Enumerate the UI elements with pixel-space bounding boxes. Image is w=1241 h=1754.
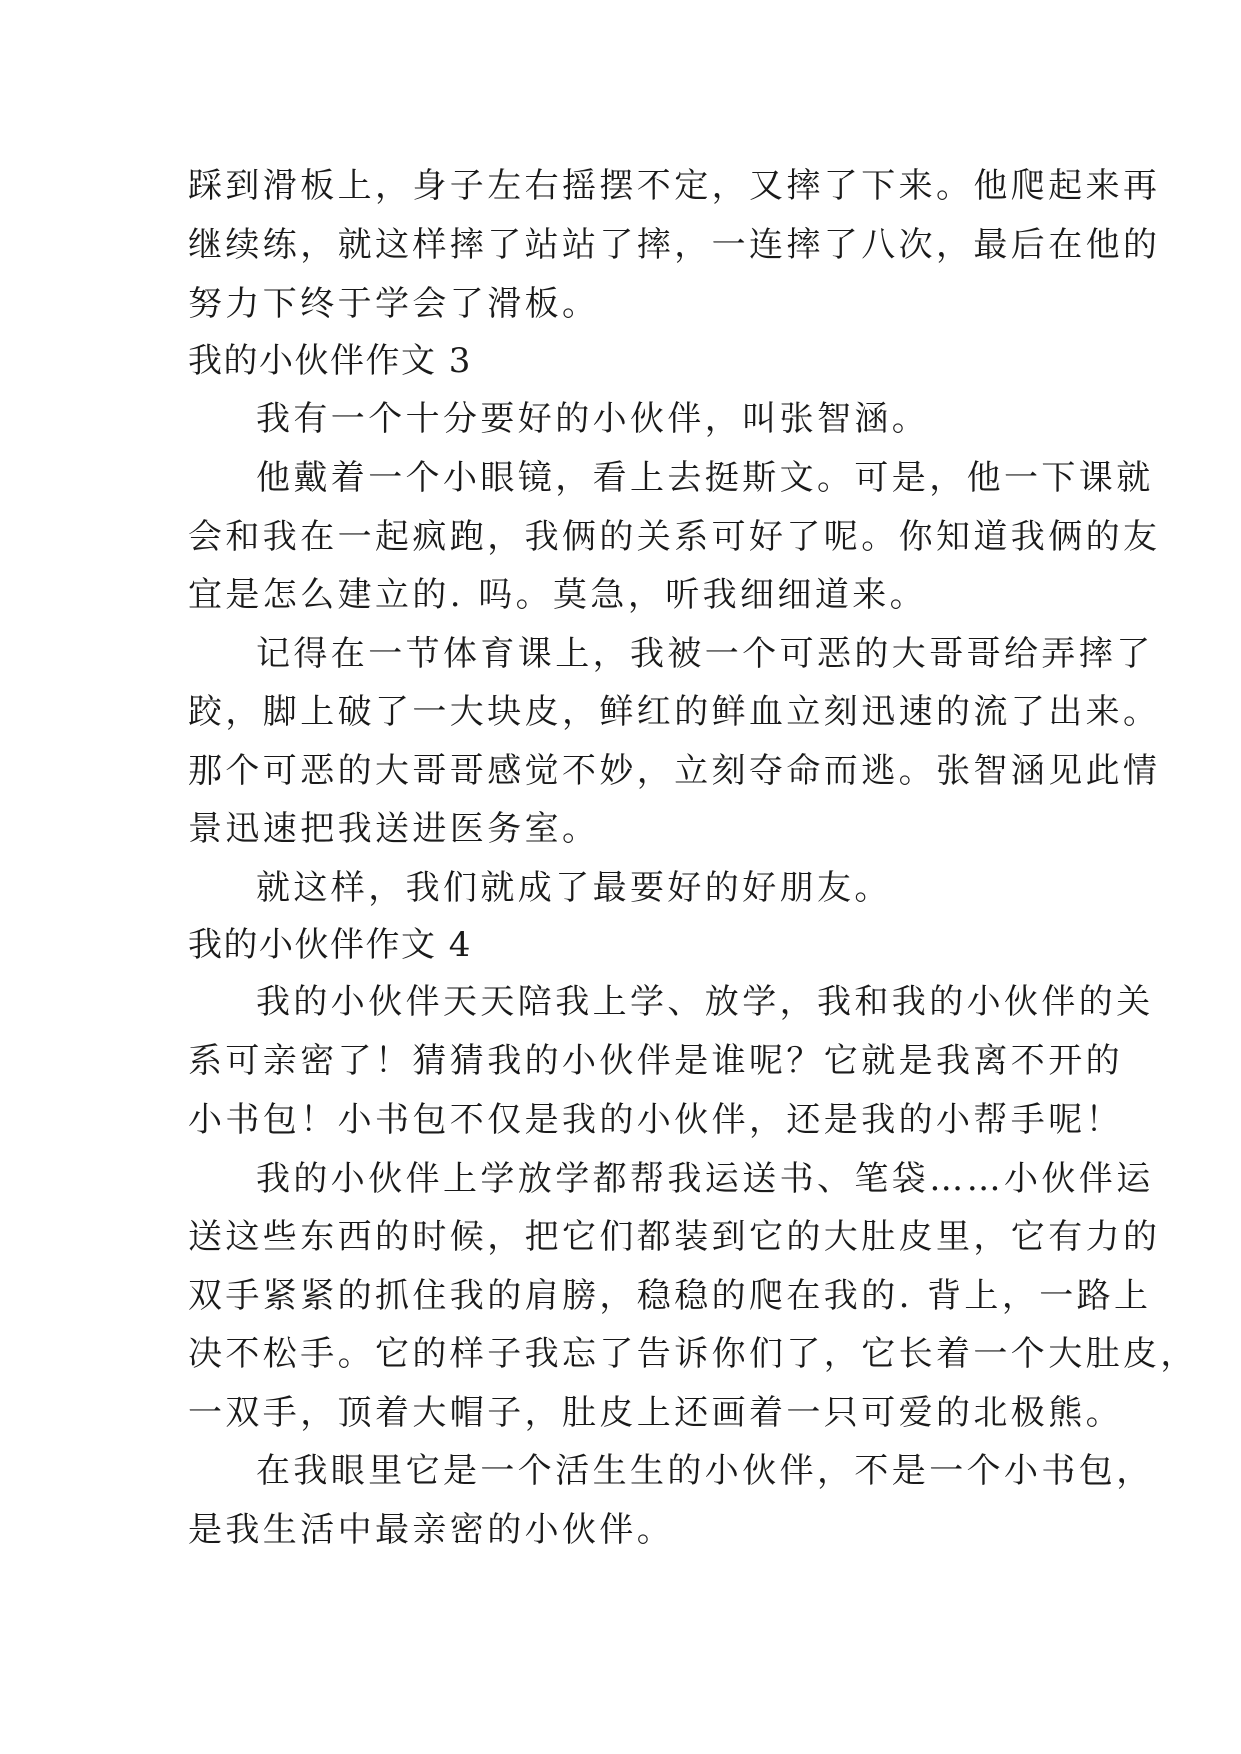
paragraph-line: 宜是怎么建立的. 吗。莫急，听我细细道来。: [188, 575, 928, 615]
section-heading-4: 我的小伙伴作文 4: [188, 925, 472, 965]
paragraph-line: 就这样，我们就成了最要好的好朋友。: [256, 868, 892, 908]
paragraph-line: 决不松手。它的样子我忘了告诉你们了，它长着一个大肚皮，: [188, 1334, 1198, 1374]
paragraph-line: 记得在一节体育课上，我被一个可恶的大哥哥给弄摔了: [256, 634, 1154, 674]
paragraph-line: 双手紧紧的抓住我的肩膀，稳稳的爬在我的. 背上，一路上: [188, 1276, 1152, 1316]
paragraph-line: 景迅速把我送进医务室。: [188, 809, 600, 849]
paragraph-line: 系可亲密了！猜猜我的小伙伴是谁呢？它就是我离不开的: [188, 1041, 1123, 1081]
paragraph-line: 会和我在一起疯跑，我俩的关系可好了呢。你知道我俩的友: [188, 517, 1161, 557]
paragraph-line: 送这些东西的时候，把它们都装到它的大肚皮里，它有力的: [188, 1217, 1161, 1257]
paragraph-line: 跤，脚上破了一大块皮，鲜红的鲜血立刻迅速的流了出来。: [188, 692, 1161, 732]
paragraph-line: 继续练，就这样摔了站站了摔，一连摔了八次，最后在他的: [188, 225, 1161, 265]
paragraph-line: 在我眼里它是一个活生生的小伙伴，不是一个小书包，: [256, 1451, 1154, 1491]
section-heading-3: 我的小伙伴作文 3: [188, 341, 472, 381]
paragraph-line: 我的小伙伴天天陪我上学、放学，我和我的小伙伴的关: [256, 982, 1154, 1022]
paragraph-line: 小书包！小书包不仅是我的小伙伴，还是我的小帮手呢！: [188, 1100, 1123, 1140]
paragraph-line: 是我生活中最亲密的小伙伴。: [188, 1510, 675, 1550]
paragraph-line: 我的小伙伴上学放学都帮我运送书、笔袋……小伙伴运: [256, 1159, 1154, 1199]
paragraph-line: 那个可恶的大哥哥感觉不妙，立刻夺命而逃。张智涵见此情: [188, 751, 1161, 791]
paragraph-line: 踩到滑板上，身子左右摇摆不定，又摔了下来。他爬起来再: [188, 166, 1161, 206]
paragraph-line: 我有一个十分要好的小伙伴，叫张智涵。: [256, 399, 930, 439]
paragraph-line: 他戴着一个小眼镜，看上去挺斯文。可是，他一下课就: [256, 458, 1154, 498]
paragraph-line: 一双手，顶着大帽子，肚皮上还画着一只可爱的北极熊。: [188, 1393, 1123, 1433]
paragraph-line: 努力下终于学会了滑板。: [188, 284, 600, 324]
